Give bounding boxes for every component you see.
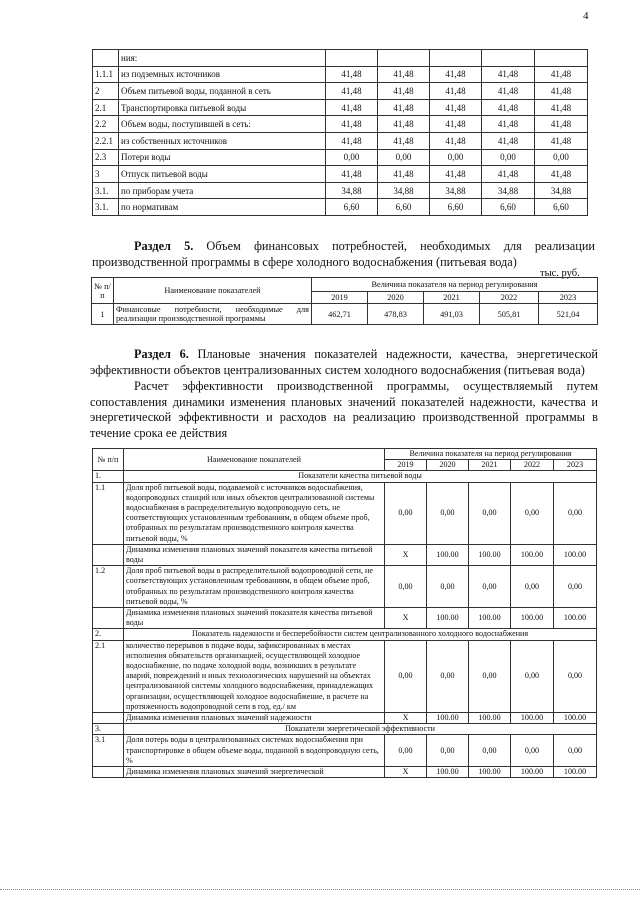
table-row bbox=[93, 50, 588, 67]
value-cell: 0,00 bbox=[427, 640, 469, 712]
value-cell: 41,48 bbox=[378, 99, 430, 116]
table-row bbox=[93, 182, 588, 199]
row-number: 3.1 bbox=[93, 735, 124, 767]
value-cell: 0,00 bbox=[385, 735, 427, 767]
value-cell: 41,48 bbox=[430, 166, 482, 183]
value-cell: 462,71 bbox=[312, 304, 368, 325]
row-number: 3.1. bbox=[93, 199, 119, 216]
value-cell: X bbox=[385, 608, 427, 629]
section5-heading: Раздел 5. Объем финансовых потребностей, необходимых для реализации производственной программы в сфере холодного водоснабжения (питьевая вода) bbox=[92, 239, 595, 269]
value-cell: 41,48 bbox=[378, 66, 430, 83]
value-cell: 41,48 bbox=[482, 166, 535, 183]
value-cell: 41,48 bbox=[378, 83, 430, 100]
row-name: Доля проб питьевой воды, подаваемой с источников водоснабжения, водопроводных станций или иных объектов централизованной системы водоснабжения в распределительную водопроводную сеть, не соответствующих установленным требованиям, в общем объеме проб, отобранных по результатам производственного контроля качества питьевой воды, % bbox=[124, 482, 385, 544]
year-header: 2021 bbox=[469, 460, 511, 471]
table-row bbox=[93, 149, 588, 166]
water-volume-table bbox=[92, 49, 588, 216]
value-cell: 0,00 bbox=[554, 482, 597, 544]
table-row bbox=[93, 735, 597, 767]
row-number: 1.2 bbox=[93, 566, 124, 608]
group-row bbox=[93, 724, 597, 735]
value-cell: 41,48 bbox=[482, 116, 535, 133]
row-name: по нормативам bbox=[119, 199, 326, 216]
row-number: 1 bbox=[92, 304, 114, 325]
row-number bbox=[93, 713, 124, 724]
value-cell: 100.00 bbox=[469, 767, 511, 778]
value-cell: 100.00 bbox=[427, 767, 469, 778]
value-cell: 100.00 bbox=[554, 713, 597, 724]
year-header: 2021 bbox=[424, 292, 480, 304]
row-name: количество перерывов в подаче воды, зафиксированных в местах исполнения обязательств организацией, осуществляющей холодное водоснабжение, по подаче холодной воды, возникших в результате аварий, повреждений и иных технологических нарушений на объектах централизованной системы холодного водоснабжения, принадлежащих организации, осуществляющей холодное водоснабжение, в расчете на протяженность водопроводной сети в год, ед./ км bbox=[124, 640, 385, 712]
value-cell: 41,48 bbox=[535, 66, 588, 83]
value-cell: 100.00 bbox=[511, 608, 554, 629]
table-row bbox=[93, 713, 597, 724]
value-cell: 41,48 bbox=[430, 99, 482, 116]
row-number bbox=[93, 767, 124, 778]
value-cell: 0,00 bbox=[427, 566, 469, 608]
value-cell: 41,48 bbox=[535, 116, 588, 133]
group-number: 1. bbox=[93, 471, 124, 482]
value-cell: X bbox=[385, 544, 427, 565]
row-number bbox=[93, 544, 124, 565]
row-name: Объем воды, поступившей в сеть: bbox=[119, 116, 326, 133]
value-cell: 41,48 bbox=[326, 66, 378, 83]
row-number bbox=[93, 50, 119, 67]
row-number: 1.1.1 bbox=[93, 66, 119, 83]
year-header: 2020 bbox=[427, 460, 469, 471]
value-cell: 41,48 bbox=[430, 132, 482, 149]
value-cell: 100.00 bbox=[469, 544, 511, 565]
row-name: Отпуск питьевой воды bbox=[119, 166, 326, 183]
year-header: 2022 bbox=[511, 460, 554, 471]
group-row bbox=[93, 471, 597, 482]
value-cell: 0,00 bbox=[385, 482, 427, 544]
value-cell: 0,00 bbox=[554, 735, 597, 767]
row-name: Потери воды bbox=[119, 149, 326, 166]
table-row bbox=[93, 767, 597, 778]
value-cell: 0,00 bbox=[430, 149, 482, 166]
table-row bbox=[93, 482, 597, 544]
row-name: Финансовые потребности, необходимые для реализации производственной программы bbox=[114, 304, 312, 325]
value-cell: 100.00 bbox=[511, 544, 554, 565]
value-cell: 0,00 bbox=[535, 149, 588, 166]
value-cell: 0,00 bbox=[469, 640, 511, 712]
value-cell: 100.00 bbox=[427, 713, 469, 724]
value-cell: 41,48 bbox=[482, 83, 535, 100]
value-cell: 0,00 bbox=[385, 566, 427, 608]
value-cell: 0,00 bbox=[469, 482, 511, 544]
value-cell: 0,00 bbox=[554, 566, 597, 608]
section5-unit: тыс. руб. bbox=[540, 268, 580, 279]
value-cell: 41,48 bbox=[535, 132, 588, 149]
value-cell: X bbox=[385, 713, 427, 724]
row-name: Доля проб питьевой воды в распределительной водопроводной сети, не соответствующих установленным требованиям, в общем объеме проб, отобранных по результатам производственного контроля качества питьевой воды, % bbox=[124, 566, 385, 608]
value-cell: 34,88 bbox=[430, 182, 482, 199]
table-row bbox=[93, 99, 588, 116]
value-cell: 6,60 bbox=[535, 199, 588, 216]
table-row bbox=[93, 132, 588, 149]
col-name-header: Наименование показателей bbox=[124, 449, 385, 471]
value-cell: 34,88 bbox=[378, 182, 430, 199]
row-number: 2.2.1 bbox=[93, 132, 119, 149]
row-number: 2 bbox=[93, 83, 119, 100]
value-cell: 0,00 bbox=[427, 482, 469, 544]
table-row bbox=[93, 116, 588, 133]
value-cell bbox=[430, 50, 482, 67]
group-title: Показатели качества питьевой воды bbox=[124, 471, 597, 482]
value-cell: 41,48 bbox=[326, 83, 378, 100]
value-cell: 100.00 bbox=[554, 608, 597, 629]
value-cell: 505,81 bbox=[480, 304, 539, 325]
value-cell: 41,48 bbox=[535, 99, 588, 116]
table-row bbox=[93, 83, 588, 100]
row-number: 2.1 bbox=[93, 640, 124, 712]
value-cell bbox=[378, 50, 430, 67]
indicators-table bbox=[92, 448, 597, 778]
table-row bbox=[93, 608, 597, 629]
table-row bbox=[93, 199, 588, 216]
group-title: Показатель надежности и бесперебойности систем централизованного холодного водоснабжения bbox=[124, 629, 597, 640]
row-number: 2.3 bbox=[93, 149, 119, 166]
value-cell: 34,88 bbox=[535, 182, 588, 199]
table-row bbox=[93, 166, 588, 183]
table-row bbox=[93, 640, 597, 712]
col-period-header: Величина показателя на период регулирования bbox=[385, 449, 597, 460]
row-number: 3.1. bbox=[93, 182, 119, 199]
row-name: Объем питьевой воды, поданной в сеть bbox=[119, 83, 326, 100]
row-number: 3 bbox=[93, 166, 119, 183]
row-number: 2.1 bbox=[93, 99, 119, 116]
group-number: 2. bbox=[93, 629, 124, 640]
value-cell: 0,00 bbox=[378, 149, 430, 166]
value-cell: 0,00 bbox=[427, 735, 469, 767]
col-num-header: № п/п bbox=[92, 278, 114, 304]
row-number bbox=[93, 608, 124, 629]
value-cell: 41,48 bbox=[430, 66, 482, 83]
row-name: из подземных источников bbox=[119, 66, 326, 83]
value-cell: 0,00 bbox=[469, 566, 511, 608]
row-name: по приборам учета bbox=[119, 182, 326, 199]
year-header: 2020 bbox=[368, 292, 424, 304]
value-cell: 41,48 bbox=[326, 166, 378, 183]
value-cell: X bbox=[385, 767, 427, 778]
section6-heading: Раздел 6. Плановые значения показателей надежности, качества, энергетической эффективности объектов централизованных систем холодного водоснабжения (питьевая вода) bbox=[90, 347, 598, 377]
row-number: 2.2 bbox=[93, 116, 119, 133]
value-cell: 478,83 bbox=[368, 304, 424, 325]
value-cell: 6,60 bbox=[430, 199, 482, 216]
value-cell: 0,00 bbox=[511, 482, 554, 544]
value-cell bbox=[326, 50, 378, 67]
value-cell: 34,88 bbox=[326, 182, 378, 199]
value-cell: 41,48 bbox=[482, 132, 535, 149]
value-cell: 0,00 bbox=[385, 640, 427, 712]
value-cell: 0,00 bbox=[482, 149, 535, 166]
value-cell: 100.00 bbox=[511, 767, 554, 778]
value-cell: 41,48 bbox=[326, 99, 378, 116]
row-name: ния: bbox=[119, 50, 326, 67]
year-header: 2019 bbox=[385, 460, 427, 471]
row-name: Динамика изменения плановых значений показателя качества питьевой воды bbox=[124, 608, 385, 629]
value-cell: 41,48 bbox=[378, 166, 430, 183]
value-cell bbox=[535, 50, 588, 67]
year-header: 2023 bbox=[539, 292, 598, 304]
row-name: Доля потерь воды в централизованных системах водоснабжения при транспортировке в общем объеме воды, поданной в водопроводную сеть, % bbox=[124, 735, 385, 767]
table-row bbox=[93, 566, 597, 608]
value-cell: 41,48 bbox=[430, 116, 482, 133]
value-cell: 100.00 bbox=[469, 713, 511, 724]
col-num-header: № п/п bbox=[93, 449, 124, 471]
row-name: Транспортировка питьевой воды bbox=[119, 99, 326, 116]
value-cell: 491,03 bbox=[424, 304, 480, 325]
value-cell: 100.00 bbox=[511, 713, 554, 724]
value-cell: 100.00 bbox=[469, 608, 511, 629]
row-name: из собственных источников bbox=[119, 132, 326, 149]
value-cell: 0,00 bbox=[554, 640, 597, 712]
value-cell: 100.00 bbox=[427, 544, 469, 565]
value-cell: 41,48 bbox=[535, 83, 588, 100]
value-cell: 100.00 bbox=[554, 767, 597, 778]
value-cell: 0,00 bbox=[511, 735, 554, 767]
value-cell: 41,48 bbox=[378, 116, 430, 133]
group-row bbox=[93, 629, 597, 640]
value-cell: 0,00 bbox=[326, 149, 378, 166]
value-cell: 0,00 bbox=[511, 640, 554, 712]
value-cell bbox=[482, 50, 535, 67]
value-cell: 41,48 bbox=[535, 166, 588, 183]
value-cell: 6,60 bbox=[326, 199, 378, 216]
value-cell: 0,00 bbox=[511, 566, 554, 608]
value-cell: 100.00 bbox=[554, 544, 597, 565]
value-cell: 6,60 bbox=[378, 199, 430, 216]
value-cell: 41,48 bbox=[430, 83, 482, 100]
year-header: 2019 bbox=[312, 292, 368, 304]
value-cell: 521,04 bbox=[539, 304, 598, 325]
value-cell: 41,48 bbox=[326, 132, 378, 149]
row-name: Динамика изменения плановых значений энергетической bbox=[124, 767, 385, 778]
value-cell: 34,88 bbox=[482, 182, 535, 199]
col-period-header: Величина показателя на период регулирования bbox=[312, 278, 598, 292]
page-number: 4 bbox=[583, 10, 589, 22]
value-cell: 41,48 bbox=[326, 116, 378, 133]
value-cell: 6,60 bbox=[482, 199, 535, 216]
financial-needs-table bbox=[91, 277, 598, 325]
value-cell: 41,48 bbox=[482, 66, 535, 83]
row-name: Динамика изменения плановых значений надежности bbox=[124, 713, 385, 724]
group-title: Показатели энергетической эффективности bbox=[124, 724, 597, 735]
year-header: 2023 bbox=[554, 460, 597, 471]
row-number: 1.1 bbox=[93, 482, 124, 544]
section6-paragraph: Расчет эффективности производственной программы, осуществляемый путем сопоставления динамики изменения плановых значений показателей надежности, качества и энергетической эффективности и расходов на реализацию производственной программы в течение срока ее действия bbox=[90, 379, 598, 440]
bottom-rule bbox=[0, 889, 640, 890]
value-cell: 41,48 bbox=[482, 99, 535, 116]
value-cell: 41,48 bbox=[378, 132, 430, 149]
table-row bbox=[93, 544, 597, 565]
year-header: 2022 bbox=[480, 292, 539, 304]
row-name: Динамика изменения плановых значений показателя качества питьевой воды bbox=[124, 544, 385, 565]
col-name-header: Наименование показателей bbox=[114, 278, 312, 304]
value-cell: 0,00 bbox=[469, 735, 511, 767]
value-cell: 100.00 bbox=[427, 608, 469, 629]
group-number: 3. bbox=[93, 724, 124, 735]
table-row bbox=[93, 66, 588, 83]
